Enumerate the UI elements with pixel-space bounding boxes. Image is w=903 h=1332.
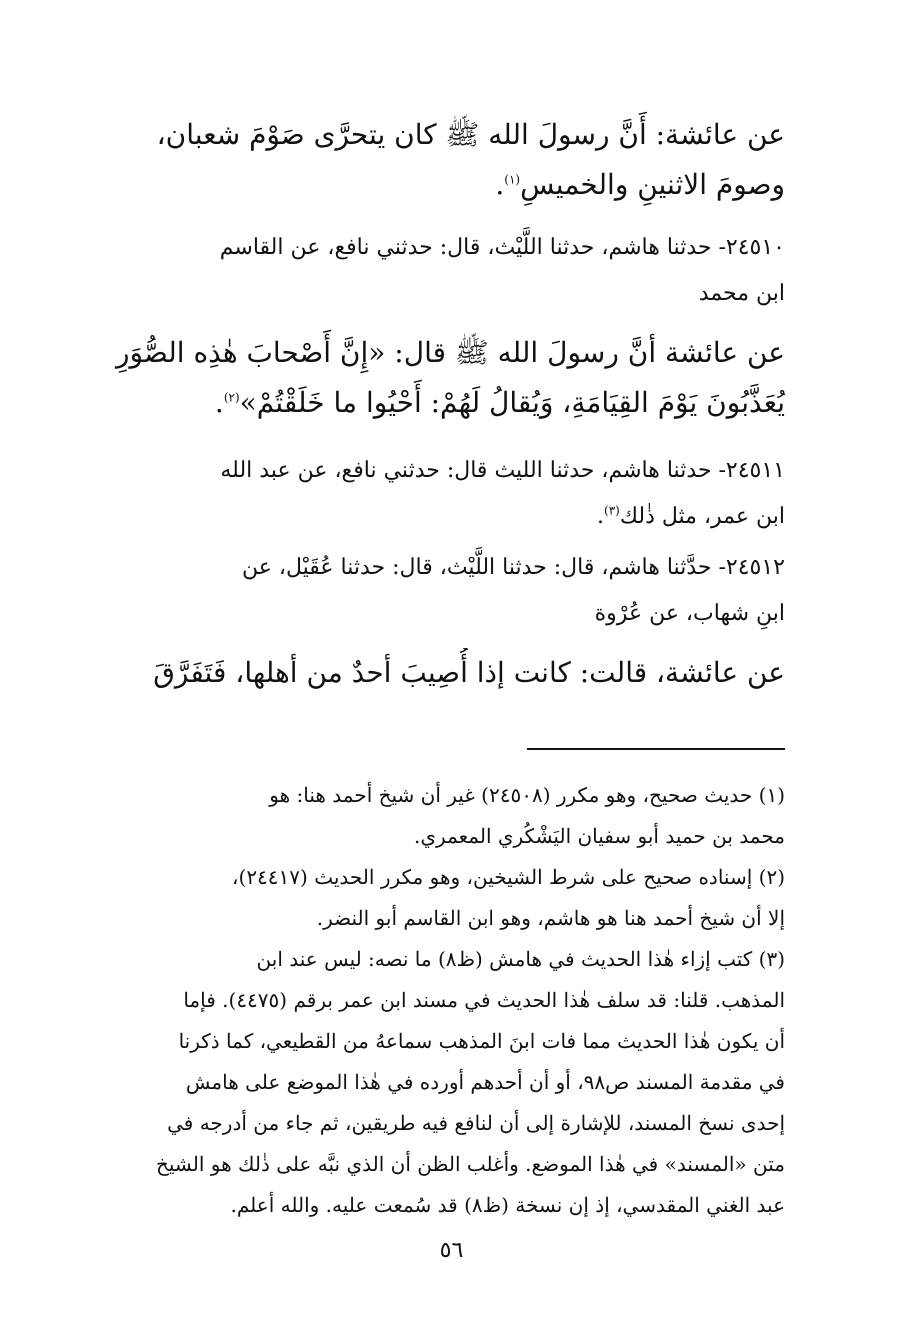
matn-text: يُعَذَّبُونَ يَوْمَ القِيَامَةِ، وَيُقالُ لَهُمْ: أَحْيُوا ما خَلَقْتُمْ» — [239, 386, 785, 419]
isnad-punct: . — [597, 504, 604, 529]
hadith-24510-isnad — [83, 225, 785, 317]
matn-line — [83, 378, 785, 428]
footnote-line: (١) حديث صحيح، وهو مكرر (٢٤٥٠٨) غير أن شيخ أحمد هنا: هو — [269, 783, 785, 807]
footnote-ref: (٣) — [604, 503, 620, 518]
footnote-line: عبد الغني المقدسي، إذ إن نسخة (ظ٨) قد سُمعت عليه. والله أعلم. — [230, 1193, 785, 1217]
isnad-line: ابن محمد — [698, 281, 785, 306]
hadith-matn-continuation — [83, 110, 785, 210]
matn-punct: . — [495, 168, 505, 201]
matn-text: وصومَ الاثنينِ والخميسِ — [520, 168, 785, 201]
footnote-divider — [527, 748, 785, 750]
footnote-line: المذهب. قلنا: قد سلف هٰذا الحديث في مسند ابن عمر برقم (٤٤٧٥). فإما — [183, 988, 785, 1012]
footnote-line: (٣) كتب إزاء هٰذا الحديث في هامش (ظ٨) ما نصه: ليس عند ابن — [256, 947, 785, 971]
hadith-24512-isnad — [83, 545, 785, 637]
matn-punct: . — [214, 386, 224, 419]
footnote-line: محمد بن حميد أبو سفيان اليَشْكُري المعمري. — [414, 824, 785, 848]
isnad-text: ابن عمر، مثل ذٰلك — [619, 504, 785, 529]
matn-line: عن عائشة، قالت: كانت إذا أُصِيبَ أحدٌ من أهلها، فَتَفَرَّقَ — [153, 656, 785, 689]
footnote-line: (٢) إسناده صحيح على شرط الشيخين، وهو مكرر الحديث (٢٤٤١٧)، — [232, 865, 785, 889]
isnad-line: ٢٤٥١٢- حدَّثنا هاشم، قال: حدثنا اللَّيْث، قال: حدثنا عُقَيْل، عن — [242, 555, 785, 580]
footnote-line: في مقدمة المسند ص٩٨، أو أن أحدهم أورده في هٰذا الموضع على هامش — [185, 1070, 785, 1094]
footnotes — [83, 775, 785, 1226]
matn-line: عن عائشة: أَنَّ رسولَ الله ﷺ كان يتحرَّى صَوْمَ شعبان، — [156, 118, 785, 151]
hadith-24512-matn — [83, 648, 785, 698]
footnote-line: متن «المسند» في هٰذا الموضع. وأغلب الظن أن الذي نبَّه على ذٰلك هو الشيخ — [155, 1152, 785, 1176]
isnad-line: ٢٤٥١٠- حدثنا هاشم، حدثنا اللَّيْث، قال: حدثني نافع، عن القاسم — [219, 235, 785, 260]
footnote-ref: (٢) — [223, 390, 240, 405]
isnad-line — [83, 494, 785, 540]
page-number: ٥٦ — [439, 1238, 464, 1263]
footnote-line: إحدى نسخ المسند، للإشارة إلى أن لنافع فيه طريقين، ثم جاء من أدرجه في — [167, 1111, 785, 1135]
matn-line: عن عائشة أنَّ رسولَ الله ﷺ قال: «إِنَّ أَصْحابَ هٰذِه الصُّوَرِ — [116, 336, 785, 369]
footnote-line: إلا أن شيخ أحمد هنا هو هاشم، وهو ابن القاسم أبو النضر. — [316, 906, 785, 930]
matn-line — [83, 160, 785, 210]
footnote-ref: (١) — [504, 172, 521, 187]
hadith-24511-isnad — [83, 448, 785, 540]
footnote-line: أن يكون هٰذا الحديث مما فات ابنَ المذهب سماعهُ من القطيعي، كما ذكرنا — [178, 1029, 785, 1053]
hadith-24510-matn — [83, 328, 785, 428]
isnad-line: ابنِ شهاب، عن عُرْوة — [594, 601, 785, 626]
isnad-line: ٢٤٥١١- حدثنا هاشم، حدثنا الليث قال: حدثني نافع، عن عبد الله — [220, 458, 785, 483]
